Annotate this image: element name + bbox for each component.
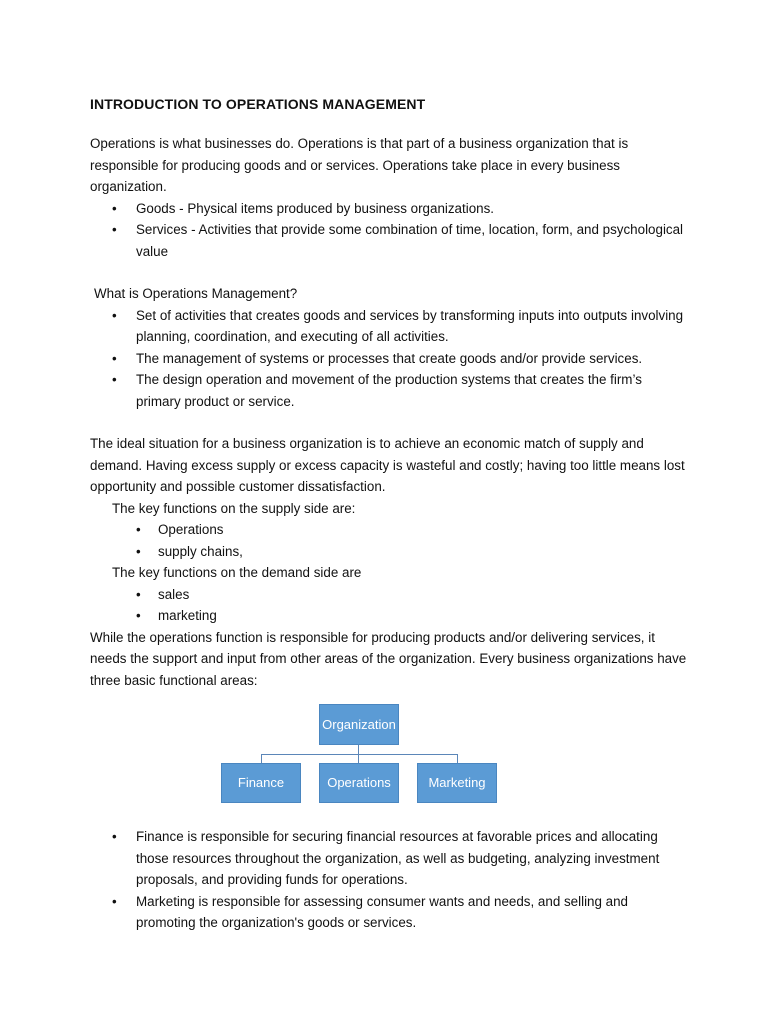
org-chart [90, 704, 690, 812]
org-chart-root-box: Organization [319, 704, 399, 745]
functional-areas-paragraph: While the operations function is responsible for producing products and/or delivering services, it needs the support and input from other areas of the organization. Every business organizations have three basic functional areas: [90, 629, 687, 688]
bullet-icon: • [112, 307, 117, 323]
org-chart-marketing-box: Marketing [417, 763, 497, 803]
list-item [90, 826, 690, 891]
connector-line [261, 754, 262, 763]
list-item [90, 584, 690, 606]
bullet-icon: • [112, 829, 117, 844]
supply-demand-paragraph: The ideal situation for a business organization is to achieve an economic match of supply and demand. Having excess supply or excess capacity is wasteful and costly; having too little means lost opportunity and possible customer dissatisfaction. [90, 436, 685, 494]
intro-paragraph: Operations is what businesses do. Operations is that part of a business organization that is responsible for producing goods and or services. Operations take place in every business organization. [90, 136, 629, 194]
bullet-icon: • [136, 543, 141, 559]
list-item-text: sales [158, 586, 190, 602]
list-item-text: Finance is responsible for securing financial resources at favorable prices and allocating those resources throughout the organization, as well as budgeting, analyzing investment proposals, and providing funds for operations. [136, 829, 660, 887]
list-item [90, 605, 690, 627]
connector-line [358, 745, 359, 754]
list-item-text: The design operation and movement of the production systems that creates the firm’s primary product or service. [136, 372, 642, 409]
connector-line [457, 754, 458, 763]
bullet-icon: • [112, 350, 117, 366]
document-title: INTRODUCTION TO OPERATIONS MANAGEMENT [90, 96, 426, 112]
list-item [90, 348, 690, 370]
bullet-icon: • [112, 222, 117, 237]
list-item [90, 198, 690, 220]
demand-side-label: The key functions on the demand side are [112, 565, 362, 580]
functional-areas-list [90, 826, 690, 934]
org-chart-operations-box: Operations [319, 763, 399, 803]
intro-bullet-list [90, 198, 690, 263]
supply-side-list [90, 519, 690, 562]
bullet-icon: • [112, 372, 117, 387]
connector-line [358, 754, 359, 763]
org-chart-finance-box: Finance [221, 763, 301, 803]
bullet-icon: • [136, 608, 141, 623]
list-item-text: marketing [158, 608, 217, 623]
list-item [90, 541, 690, 563]
list-item-text: Marketing is responsible for assessing consumer wants and needs, and selling and promoting the organization's goods or services. [136, 893, 629, 930]
list-item-text: Services - Activities that provide some combination of time, location, form, and psychological value [136, 222, 684, 259]
om-heading: What is Operations Management? [94, 286, 298, 301]
list-item-text: The management of systems or processes that create goods and/or provide services. [136, 350, 643, 366]
list-item [90, 219, 690, 262]
supply-side-label: The key functions on the supply side are: [112, 500, 356, 516]
bullet-icon: • [112, 893, 117, 909]
bullet-icon: • [112, 200, 117, 216]
list-item [90, 519, 690, 541]
list-item-text: Goods - Physical items produced by business organizations. [136, 200, 495, 216]
om-bullet-list [90, 305, 690, 413]
list-item [90, 369, 690, 412]
list-item [90, 891, 690, 934]
connector-line [261, 754, 457, 755]
bullet-icon: • [136, 522, 141, 537]
document-page [90, 94, 690, 934]
list-item-text: Operations [158, 522, 224, 537]
bullet-icon: • [136, 586, 141, 602]
demand-side-list [90, 584, 690, 627]
list-item-text: Set of activities that creates goods and services by transforming inputs into outputs involving planning, coordination, and executing of all activities. [136, 307, 684, 344]
list-item-text: supply chains, [158, 543, 243, 559]
list-item [90, 305, 690, 348]
